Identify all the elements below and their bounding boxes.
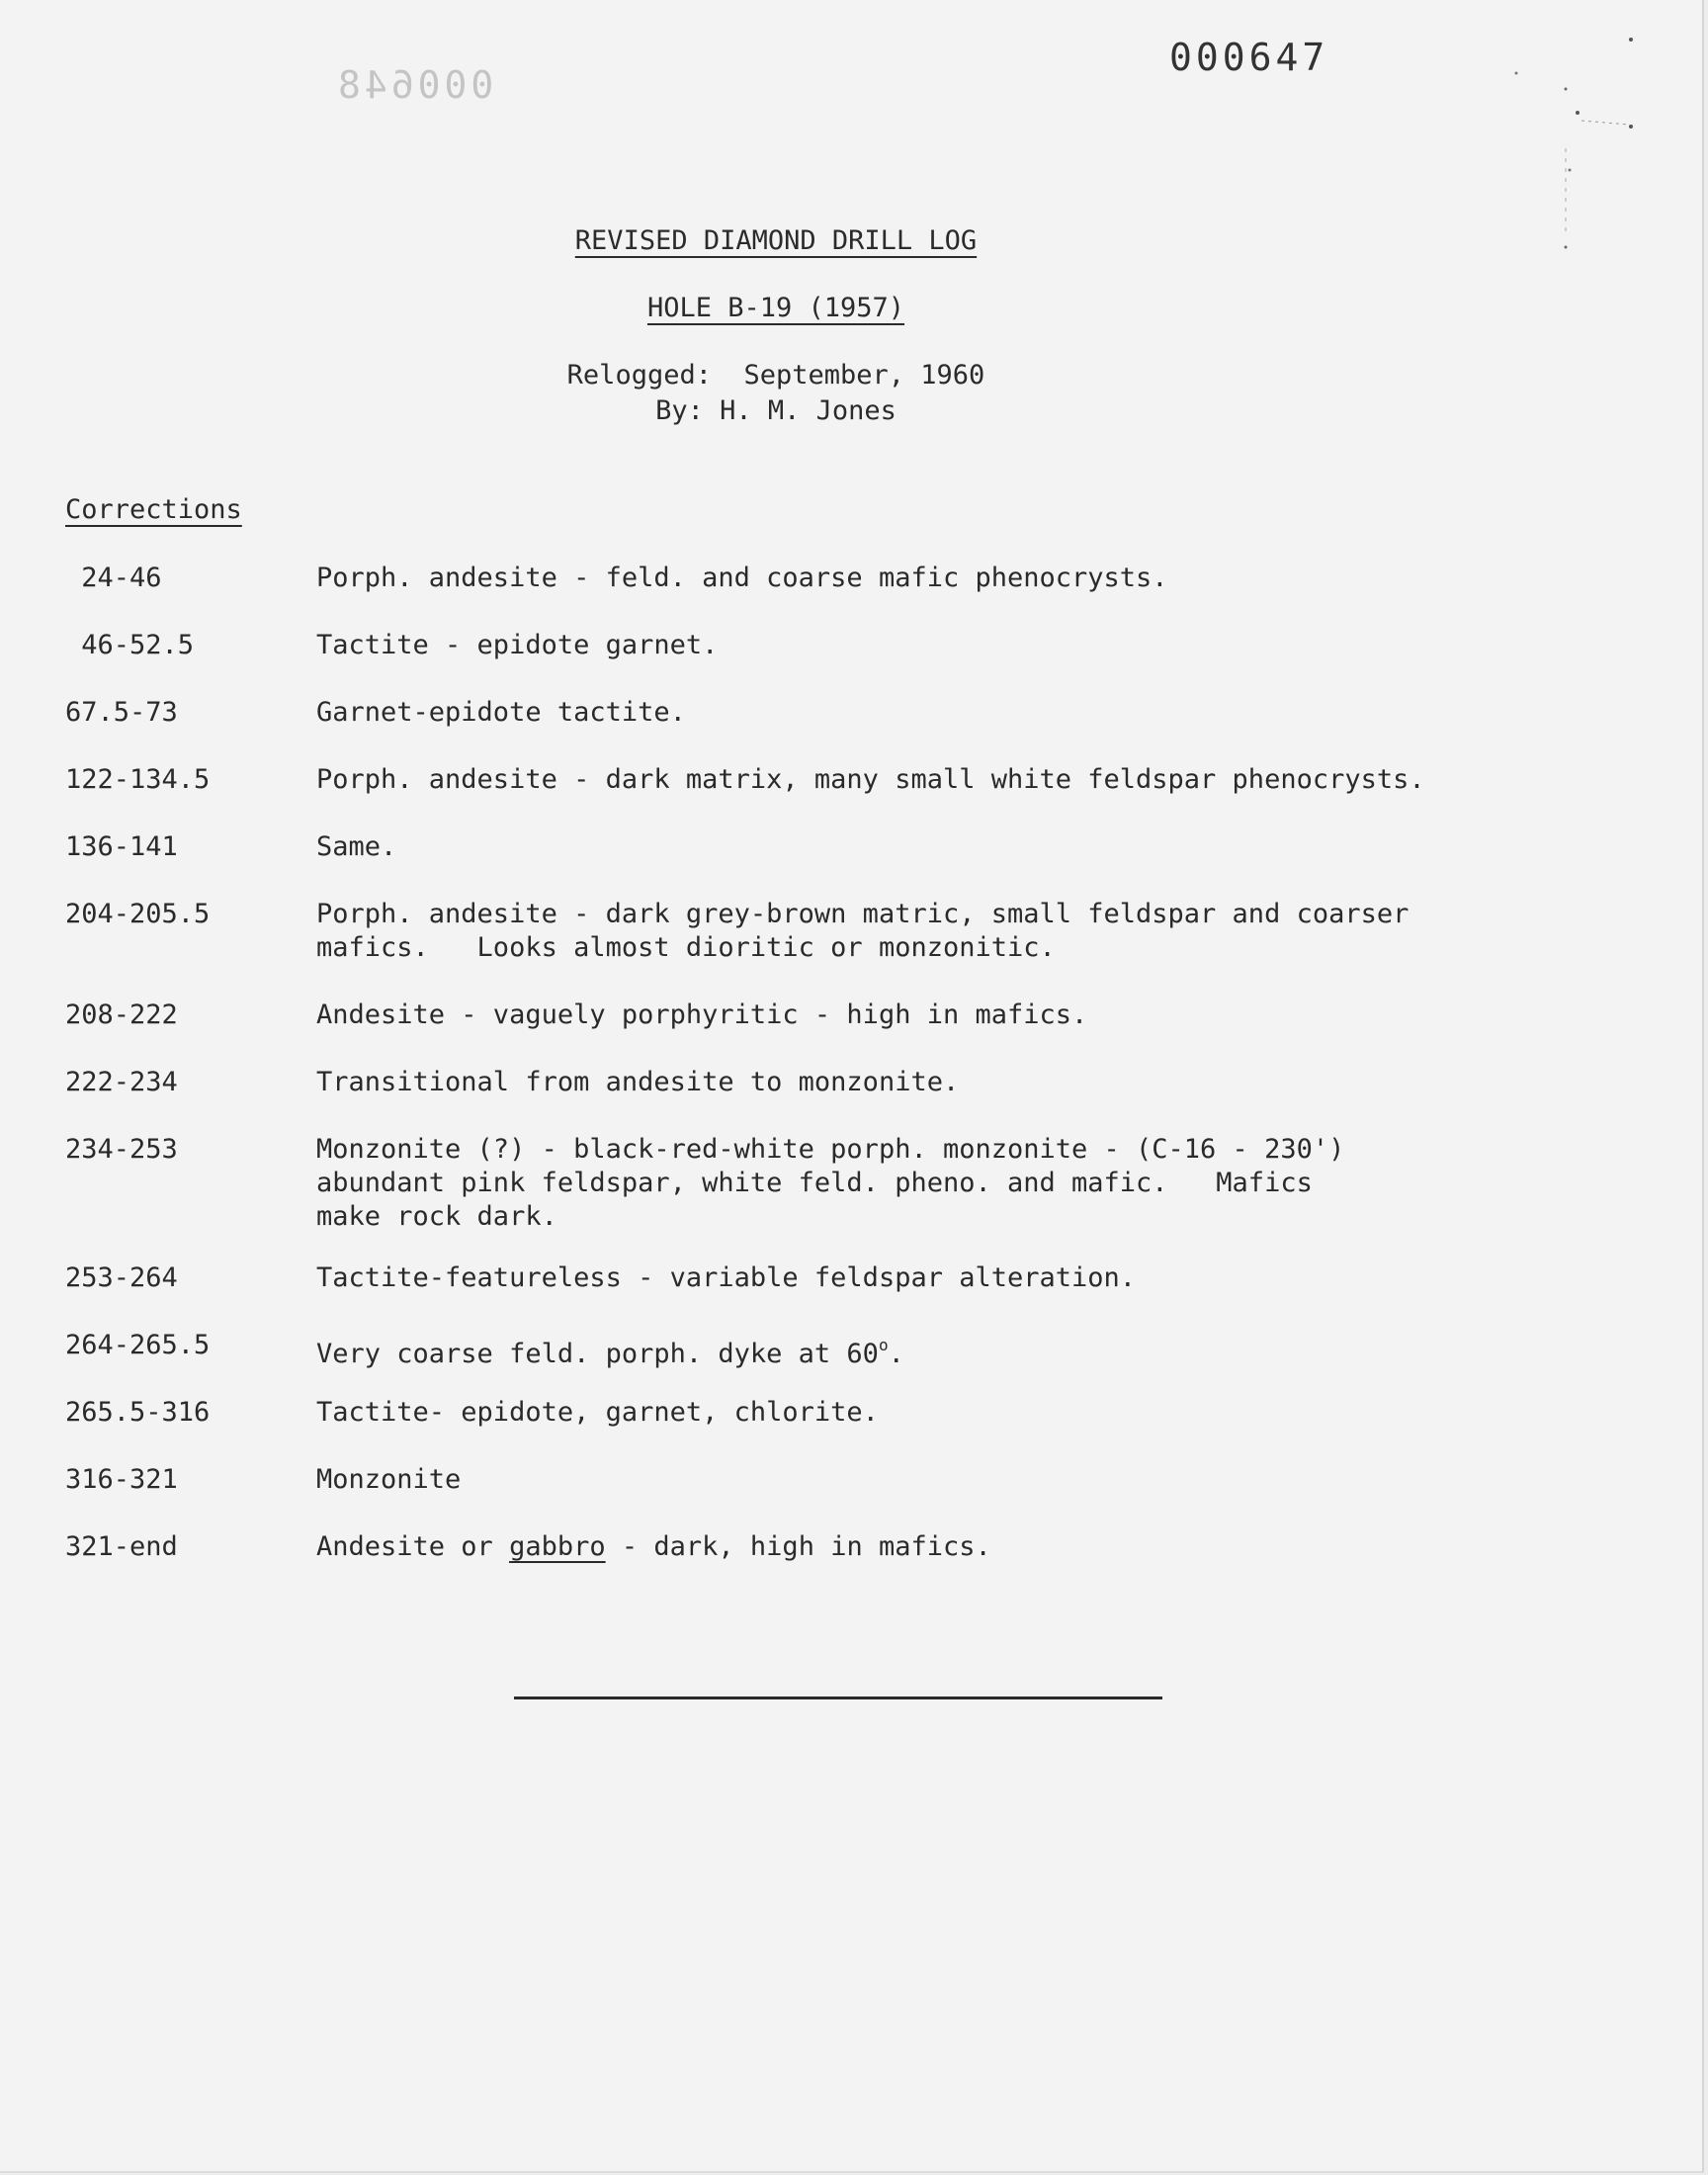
corrections-heading: Corrections xyxy=(65,494,242,525)
rock-description xyxy=(316,1133,1483,1234)
document-title: REVISED DIAMOND DRILL LOG xyxy=(574,225,978,256)
closing-rule xyxy=(514,1696,1162,1699)
depth-range: 24-46 xyxy=(65,563,162,593)
rock-description xyxy=(316,999,1483,1032)
relogged-date: Relogged: September, 1960 xyxy=(566,360,985,391)
description-line: Tactite-featureless - variable feldspar alteration. xyxy=(316,1262,1137,1293)
depth-range: 222-234 xyxy=(65,1067,178,1097)
rock-description xyxy=(316,1396,1483,1430)
scan-specks xyxy=(1512,30,1641,257)
description-line: abundant pink feldspar, white feld. pheno. and mafic. Mafics xyxy=(316,1168,1313,1198)
description-line: Porph. andesite - feld. and coarse mafic phenocrysts. xyxy=(316,563,1168,593)
bleed-through-stamp: 000648 xyxy=(334,63,494,107)
description-line: Andesite - vaguely porphyritic - high in mafics. xyxy=(316,1000,1088,1030)
depth-range: 253-264 xyxy=(65,1262,178,1293)
depth-range: 321-end xyxy=(65,1531,178,1562)
description-line: Tactite - epidote garnet. xyxy=(316,630,719,660)
depth-range: 264-265.5 xyxy=(65,1330,211,1360)
description-line: mafics. Looks almost dioritic or monzonitic. xyxy=(316,932,1056,963)
description-line: Same. xyxy=(316,831,397,862)
rock-description xyxy=(316,830,1483,864)
description-line: Transitional from andesite to monzonite. xyxy=(316,1067,960,1097)
depth-range: 208-222 xyxy=(65,1000,178,1030)
rock-description xyxy=(316,1530,1483,1564)
description-line: Monzonite xyxy=(316,1464,462,1495)
depth-range: 204-205.5 xyxy=(65,899,211,929)
depth-range: 122-134.5 xyxy=(65,764,211,795)
rock-description xyxy=(316,1262,1483,1295)
hole-id: HOLE B-19 (1957) xyxy=(646,293,905,323)
rock-description xyxy=(316,898,1483,965)
relogged-by: By: H. M. Jones xyxy=(655,395,897,426)
underlined-term: gabbro xyxy=(509,1531,606,1562)
rock-description xyxy=(316,1066,1483,1099)
page-number-stamp: 000647 xyxy=(1169,36,1329,79)
description-line: Porph. andesite - dark grey-brown matric, small feldspar and coarser xyxy=(316,899,1409,929)
description-line: Monzonite (?) - black-red-white porph. monzonite - (C-16 - 230') xyxy=(316,1134,1345,1165)
rock-description xyxy=(316,1329,1483,1371)
depth-range: 234-253 xyxy=(65,1134,178,1165)
rock-description xyxy=(316,562,1483,595)
description-line: Porph. andesite - dark matrix, many small white feldspar phenocrysts. xyxy=(316,764,1425,795)
description-line: make rock dark. xyxy=(316,1201,557,1232)
depth-range: 46-52.5 xyxy=(65,630,195,660)
description-line: Garnet-epidote tactite. xyxy=(316,697,686,728)
description-line: Very coarse feld. porph. dyke at 60$^o$. xyxy=(316,1336,904,1369)
depth-range: 67.5-73 xyxy=(65,697,178,728)
rock-description xyxy=(316,629,1483,662)
depth-range: 316-321 xyxy=(65,1464,178,1495)
rock-description xyxy=(316,1463,1483,1497)
description-line: Andesite or gabbro - dark, high in mafics. xyxy=(316,1531,991,1562)
depth-range: 136-141 xyxy=(65,831,178,862)
degree-mark: o xyxy=(878,1336,889,1354)
depth-range: 265.5-316 xyxy=(65,1397,211,1428)
description-line: Tactite- epidote, garnet, chlorite. xyxy=(316,1397,879,1428)
rock-description xyxy=(316,696,1483,730)
rock-description xyxy=(316,763,1483,797)
